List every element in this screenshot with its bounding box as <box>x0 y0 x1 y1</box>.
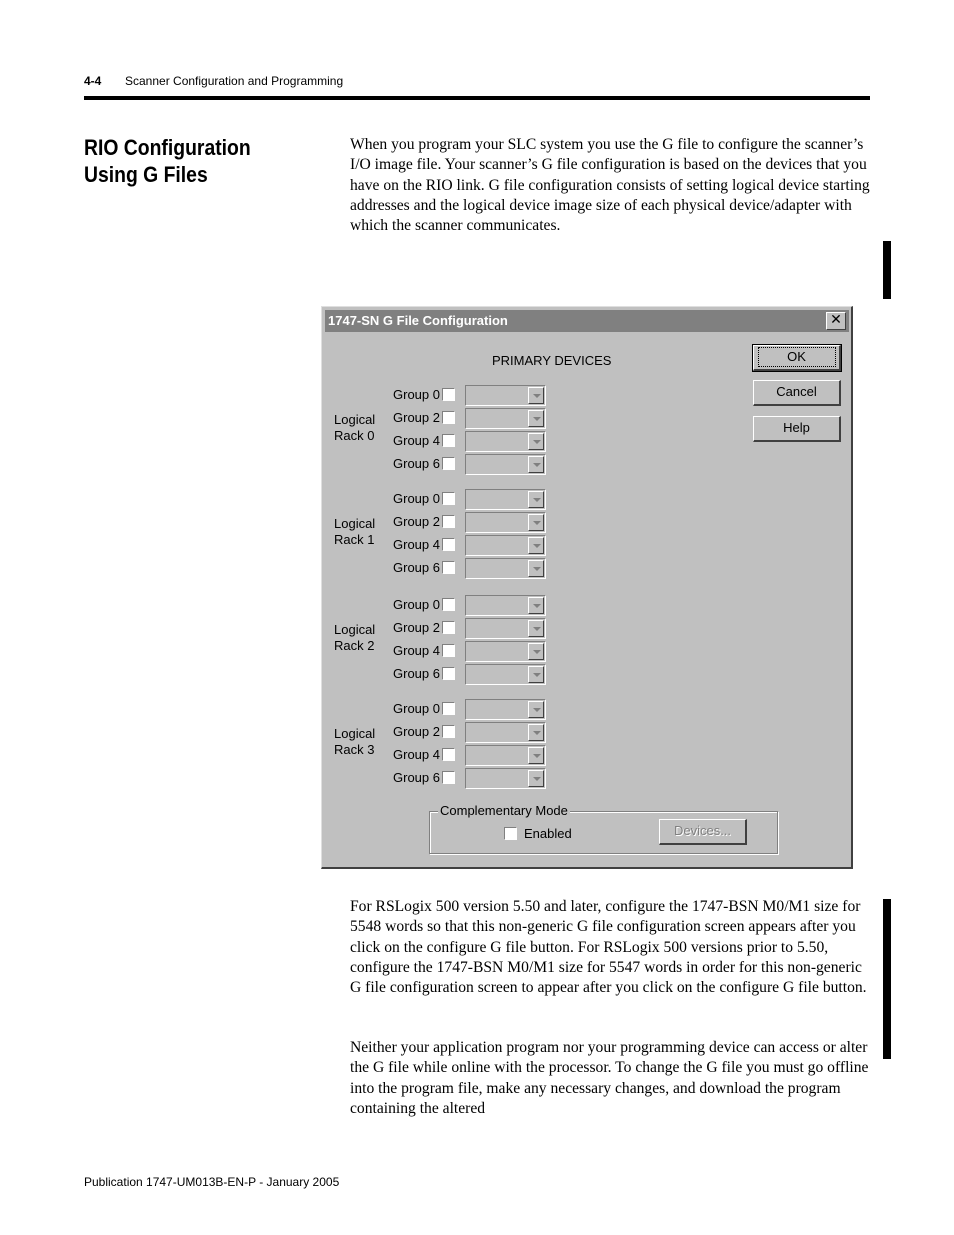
group-row-rack0-2 <box>393 431 553 453</box>
chevron-down-icon[interactable] <box>528 537 544 554</box>
devices-button[interactable]: Devices... <box>659 819 747 845</box>
rack-label-2 <box>334 622 394 654</box>
chevron-down-icon[interactable] <box>528 724 544 741</box>
group-row-rack2-0 <box>393 595 553 617</box>
rack-label-3 <box>334 726 394 758</box>
chevron-down-icon[interactable] <box>528 666 544 683</box>
rack-label-line1: Logical <box>334 726 376 741</box>
group-label: Group 2 <box>393 514 440 529</box>
group-checkbox[interactable] <box>442 515 455 528</box>
group-row-rack3-1 <box>393 722 553 744</box>
group-size-dropdown[interactable] <box>465 431 546 452</box>
rack-label-line2: Rack 2 <box>334 638 375 653</box>
chevron-down-icon[interactable] <box>528 491 544 508</box>
group-row-rack0-1 <box>393 408 553 430</box>
g-file-config-dialog <box>321 306 853 869</box>
chevron-down-icon[interactable] <box>528 701 544 718</box>
ok-button[interactable] <box>753 345 841 371</box>
group-label: Group 2 <box>393 724 440 739</box>
page-number: 4-4 <box>84 74 102 88</box>
group-checkbox[interactable] <box>442 748 455 761</box>
header-rule <box>84 96 870 100</box>
change-bar <box>883 899 891 1059</box>
complementary-mode-legend: Complementary Mode <box>440 803 568 818</box>
chevron-down-icon[interactable] <box>528 456 544 473</box>
group-checkbox[interactable] <box>442 411 455 424</box>
primary-devices-heading: PRIMARY DEVICES <box>492 353 612 368</box>
enabled-checkbox[interactable] <box>504 827 517 840</box>
chevron-down-icon[interactable] <box>528 410 544 427</box>
enabled-label: Enabled <box>524 826 572 841</box>
group-row-rack0-3 <box>393 454 553 476</box>
chevron-down-icon[interactable] <box>528 560 544 577</box>
group-checkbox[interactable] <box>442 702 455 715</box>
ok-button-label: OK <box>758 347 836 367</box>
group-label: Group 2 <box>393 410 440 425</box>
chevron-down-icon[interactable] <box>528 620 544 637</box>
rack-label-1 <box>334 516 394 548</box>
group-label: Group 0 <box>393 701 440 716</box>
group-checkbox[interactable] <box>442 561 455 574</box>
group-checkbox[interactable] <box>442 725 455 738</box>
group-row-rack1-1 <box>393 512 553 534</box>
close-icon[interactable]: ✕ <box>826 312 846 330</box>
group-size-dropdown[interactable] <box>465 385 546 406</box>
cancel-button[interactable]: Cancel <box>753 380 841 406</box>
group-row-rack3-3 <box>393 768 553 790</box>
group-size-dropdown[interactable] <box>465 699 546 720</box>
group-checkbox[interactable] <box>442 492 455 505</box>
group-label: Group 4 <box>393 537 440 552</box>
group-label: Group 0 <box>393 597 440 612</box>
group-size-dropdown[interactable] <box>465 535 546 556</box>
rack-label-0 <box>334 412 394 444</box>
paragraph-offline: Neither your application program nor your programming device can access or alter the G file while online with the processor. To change the G file you must go offline into the program file, make any necessary changes, and download the program containing the altered <box>350 1039 869 1117</box>
group-row-rack2-1 <box>393 618 553 640</box>
group-label: Group 6 <box>393 770 440 785</box>
group-size-dropdown[interactable] <box>465 745 546 766</box>
group-size-dropdown[interactable] <box>465 408 546 429</box>
complementary-mode-group <box>429 803 778 854</box>
group-checkbox[interactable] <box>442 388 455 401</box>
group-row-rack2-2 <box>393 641 553 663</box>
group-row-rack3-2 <box>393 745 553 767</box>
group-label: Group 6 <box>393 666 440 681</box>
group-label: Group 4 <box>393 643 440 658</box>
group-size-dropdown[interactable] <box>465 489 546 510</box>
group-size-dropdown[interactable] <box>465 454 546 475</box>
group-label: Group 4 <box>393 747 440 762</box>
group-row-rack1-3 <box>393 558 553 580</box>
dialog-title: 1747-SN G File Configuration <box>328 313 508 328</box>
group-checkbox[interactable] <box>442 621 455 634</box>
rack-label-line2: Rack 0 <box>334 428 375 443</box>
dialog-titlebar[interactable] <box>325 310 849 332</box>
group-checkbox[interactable] <box>442 771 455 784</box>
group-size-dropdown[interactable] <box>465 595 546 616</box>
rack-label-line2: Rack 1 <box>334 532 375 547</box>
group-size-dropdown[interactable] <box>465 512 546 533</box>
group-row-rack1-0 <box>393 489 553 511</box>
rack-label-line2: Rack 3 <box>334 742 375 757</box>
help-button[interactable]: Help <box>753 416 841 442</box>
group-size-dropdown[interactable] <box>465 558 546 579</box>
change-bar <box>883 241 891 299</box>
group-label: Group 6 <box>393 456 440 471</box>
group-label: Group 0 <box>393 387 440 402</box>
group-size-dropdown[interactable] <box>465 641 546 662</box>
group-size-dropdown[interactable] <box>465 722 546 743</box>
section-title: RIO Configuration Using G Files <box>84 135 251 187</box>
footer-publication: Publication 1747-UM013B-EN-P - January 2005 <box>84 1175 340 1189</box>
group-label: Group 2 <box>393 620 440 635</box>
group-row-rack0-0 <box>393 385 553 407</box>
group-label: Group 6 <box>393 560 440 575</box>
group-checkbox[interactable] <box>442 538 455 551</box>
chevron-down-icon[interactable] <box>528 387 544 404</box>
paragraph-rslogix: For RSLogix 500 version 5.50 and later, configure the 1747-BSN M0/M1 size for 5548 words so that this non-generic G file configuration screen appears after you click on the configure G file button. For RSLogix 500 versions prior to 5.50, configure the 1747-BSN M0/M1 size for 5547 words in order for this non-generic G file configuration screen to appear after you click on the configure G file button. <box>350 898 867 997</box>
group-size-dropdown[interactable] <box>465 768 546 789</box>
group-checkbox[interactable] <box>442 644 455 657</box>
chevron-down-icon[interactable] <box>528 433 544 450</box>
chevron-down-icon[interactable] <box>528 643 544 660</box>
rack-label-line1: Logical <box>334 622 376 637</box>
chevron-down-icon[interactable] <box>528 770 544 787</box>
group-checkbox[interactable] <box>442 434 455 447</box>
group-row-rack1-2 <box>393 535 553 557</box>
chapter-title: Scanner Configuration and Programming <box>125 74 344 88</box>
group-checkbox[interactable] <box>442 667 455 680</box>
chevron-down-icon[interactable] <box>528 747 544 764</box>
group-checkbox[interactable] <box>442 457 455 470</box>
group-label: Group 0 <box>393 491 440 506</box>
group-row-rack3-0 <box>393 699 553 721</box>
rack-label-line1: Logical <box>334 412 376 427</box>
paragraph-intro: When you program your SLC system you use the G file to configure the scanner’s I/O image file. Your scanner’s G file configuration is based on the devices that you have on the RIO link. G file configuration consists of setting logical device starting addresses and the logical device image size of each physical device/adapter with which the scanner communicates. <box>350 136 870 235</box>
group-size-dropdown[interactable] <box>465 618 546 639</box>
rack-label-line1: Logical <box>334 516 376 531</box>
chevron-down-icon[interactable] <box>528 514 544 531</box>
group-checkbox[interactable] <box>442 598 455 611</box>
chevron-down-icon[interactable] <box>528 597 544 614</box>
group-label: Group 4 <box>393 433 440 448</box>
group-row-rack2-3 <box>393 664 553 686</box>
group-size-dropdown[interactable] <box>465 664 546 685</box>
